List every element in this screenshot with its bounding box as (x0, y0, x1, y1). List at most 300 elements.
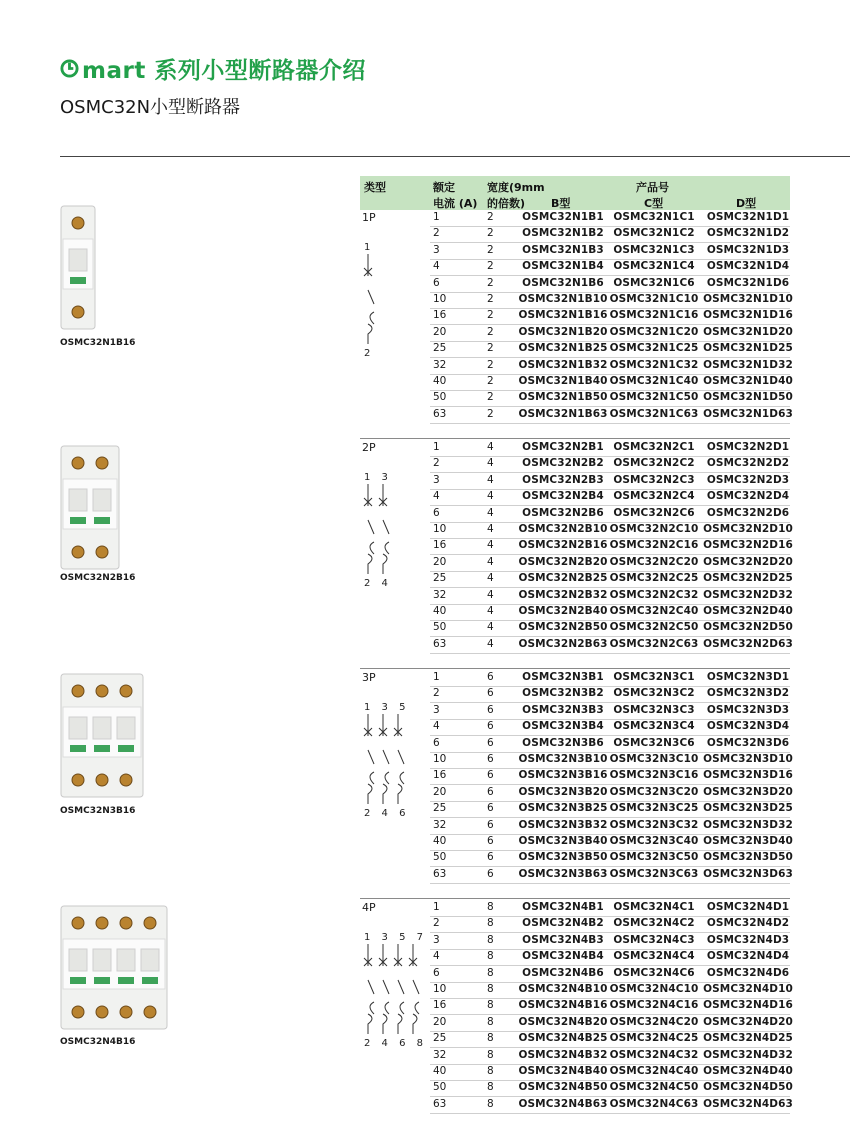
page-subtitle: OSMC32N小型断路器 (60, 97, 241, 118)
width-cell: 4 (487, 605, 494, 617)
c-type-cell: OSMC32N2C16 (609, 539, 699, 552)
width-cell: 2 (487, 358, 494, 371)
rated-current-cell: 16 (433, 999, 447, 1012)
header-width-1: 宽度(9mm (487, 181, 545, 194)
width-cell: 6 (487, 818, 494, 831)
b-type-cell: OSMC32N4B10 (518, 983, 608, 995)
b-type-cell: OSMC32N4B32 (518, 1048, 608, 1061)
d-type-cell: OSMC32N3D4 (706, 720, 790, 733)
d-type-cell: OSMC32N4D10 (703, 983, 793, 995)
c-type-cell: OSMC32N1C6 (613, 276, 695, 289)
d-type-cell: OSMC32N4D32 (703, 1048, 793, 1061)
c-type-cell: OSMC32N2C25 (609, 572, 699, 585)
rated-current-cell: 25 (433, 342, 447, 355)
table-row (430, 966, 790, 983)
c-type-cell: OSMC32N3C2 (613, 687, 695, 700)
d-type-cell: OSMC32N2D40 (703, 605, 793, 617)
breaker-product-image (60, 905, 168, 1030)
table-row (430, 308, 793, 325)
table-row (430, 752, 793, 769)
width-cell: 8 (487, 933, 494, 946)
b-type-cell: OSMC32N3B1 (522, 671, 604, 683)
d-type-cell: OSMC32N3D6 (706, 736, 790, 749)
c-type-cell: OSMC32N1C16 (609, 309, 699, 322)
d-type-cell: OSMC32N3D63 (703, 867, 793, 880)
rated-current-cell: 1 (433, 671, 440, 683)
c-type-cell: OSMC32N3C20 (609, 785, 699, 798)
c-type-cell: OSMC32N2C6 (613, 506, 695, 519)
b-type-cell: OSMC32N2B32 (518, 588, 608, 601)
c-type-cell: OSMC32N3C16 (609, 769, 699, 782)
table-row (430, 571, 793, 588)
width-cell: 2 (487, 309, 494, 322)
b-type-cell: OSMC32N1B3 (522, 243, 604, 256)
rated-current-cell: 10 (433, 293, 447, 305)
table-row (430, 358, 793, 375)
width-cell: 6 (487, 720, 494, 733)
table-row (430, 982, 793, 999)
top-terminals: 1 3 (364, 472, 392, 483)
b-type-cell: OSMC32N2B40 (518, 605, 608, 617)
b-type-cell: OSMC32N4B63 (518, 1097, 608, 1110)
table-row (430, 1015, 793, 1032)
width-cell: 2 (487, 293, 494, 305)
rated-current-cell: 50 (433, 621, 447, 634)
c-type-cell: OSMC32N2C4 (613, 490, 695, 503)
header-divider (60, 156, 850, 157)
width-cell: 4 (487, 539, 494, 552)
table-row (430, 620, 793, 637)
width-cell: 2 (487, 325, 494, 338)
b-type-cell: OSMC32N3B6 (522, 736, 604, 749)
width-cell: 2 (487, 407, 494, 420)
width-cell: 6 (487, 851, 494, 864)
d-type-cell: OSMC32N4D25 (703, 1032, 793, 1045)
table-row (430, 1031, 793, 1048)
b-type-cell: OSMC32N1B6 (522, 276, 604, 289)
d-type-cell: OSMC32N4D3 (706, 933, 790, 946)
width-cell: 4 (487, 621, 494, 634)
bottom-terminals: 2 4 (364, 578, 392, 588)
table-row (430, 374, 793, 391)
rated-current-cell: 4 (433, 260, 440, 273)
c-type-cell: OSMC32N3C10 (609, 753, 699, 765)
c-type-cell: OSMC32N1C2 (613, 227, 695, 240)
table-row (430, 736, 790, 753)
rated-current-cell: 32 (433, 588, 447, 601)
product-label: OSMC32N1B16 (60, 338, 136, 348)
rated-current-cell: 40 (433, 835, 447, 847)
product-label: OSMC32N2B16 (60, 573, 136, 583)
d-type-cell: OSMC32N4D63 (703, 1097, 793, 1110)
c-type-cell: OSMC32N1C63 (609, 407, 699, 420)
table-row (430, 850, 793, 867)
d-type-cell: OSMC32N3D40 (703, 835, 793, 847)
b-type-cell: OSMC32N1B4 (522, 260, 604, 273)
b-type-cell: OSMC32N1B16 (518, 309, 608, 322)
rated-current-cell: 2 (433, 227, 440, 240)
pole-type-label: 1P (362, 211, 376, 224)
d-type-cell: OSMC32N3D1 (706, 671, 790, 683)
d-type-cell: OSMC32N1D25 (703, 342, 793, 355)
table-row (430, 489, 790, 506)
d-type-cell: OSMC32N1D50 (703, 391, 793, 404)
width-cell: 8 (487, 999, 494, 1012)
rated-current-cell: 40 (433, 375, 447, 387)
d-type-cell: OSMC32N2D4 (706, 490, 790, 503)
b-type-cell: OSMC32N1B20 (518, 325, 608, 338)
c-type-cell: OSMC32N2C1 (613, 441, 695, 453)
d-type-cell: OSMC32N1D1 (706, 211, 790, 223)
d-type-cell: OSMC32N4D2 (706, 917, 790, 930)
c-type-cell: OSMC32N3C63 (609, 867, 699, 880)
d-type-cell: OSMC32N1D6 (706, 276, 790, 289)
c-type-cell: OSMC32N4C40 (609, 1065, 699, 1077)
d-type-cell: OSMC32N2D6 (706, 506, 790, 519)
table-row (430, 325, 793, 342)
d-type-cell: OSMC32N2D1 (706, 441, 790, 453)
width-cell: 6 (487, 736, 494, 749)
b-type-cell: OSMC32N2B3 (522, 473, 604, 486)
width-cell: 4 (487, 441, 494, 453)
table-row (430, 933, 790, 950)
d-type-cell: OSMC32N1D63 (703, 407, 793, 420)
d-type-cell: OSMC32N3D32 (703, 818, 793, 831)
c-type-cell: OSMC32N3C1 (613, 671, 695, 683)
rated-current-cell: 20 (433, 785, 447, 798)
b-type-cell: OSMC32N2B50 (518, 621, 608, 634)
rated-current-cell: 63 (433, 407, 447, 420)
width-cell: 8 (487, 950, 494, 963)
table-row (430, 834, 793, 851)
table-row (430, 1097, 793, 1114)
width-cell: 6 (487, 703, 494, 716)
width-cell: 2 (487, 375, 494, 387)
width-cell: 4 (487, 555, 494, 568)
table-row (430, 949, 790, 966)
b-type-cell: OSMC32N1B32 (518, 358, 608, 371)
width-cell: 6 (487, 835, 494, 847)
b-type-cell: OSMC32N3B20 (518, 785, 608, 798)
rated-current-cell: 20 (433, 325, 447, 338)
d-type-cell: OSMC32N1D16 (703, 309, 793, 322)
d-type-cell: OSMC32N4D16 (703, 999, 793, 1012)
d-type-cell: OSMC32N3D16 (703, 769, 793, 782)
table-row (430, 588, 793, 605)
c-type-cell: OSMC32N1C1 (613, 211, 695, 223)
b-type-cell: OSMC32N3B32 (518, 818, 608, 831)
top-terminals: 1 3 5 7 (364, 932, 427, 943)
width-cell: 4 (487, 572, 494, 585)
b-type-cell: OSMC32N1B40 (518, 375, 608, 387)
b-type-cell: OSMC32N2B20 (518, 555, 608, 568)
d-type-cell: OSMC32N3D20 (703, 785, 793, 798)
c-type-cell: OSMC32N2C50 (609, 621, 699, 634)
c-type-cell: OSMC32N3C50 (609, 851, 699, 864)
b-type-cell: OSMC32N2B1 (522, 441, 604, 453)
c-type-cell: OSMC32N2C20 (609, 555, 699, 568)
d-type-cell: OSMC32N3D25 (703, 802, 793, 815)
table-row (430, 506, 790, 523)
b-type-cell: OSMC32N4B40 (518, 1065, 608, 1077)
table-row (430, 785, 793, 802)
header-product-no: 产品号 (636, 181, 669, 194)
c-type-cell: OSMC32N1C25 (609, 342, 699, 355)
header-width-2: 的倍数) (487, 197, 526, 210)
b-type-cell: OSMC32N1B10 (518, 293, 608, 305)
b-type-cell: OSMC32N1B50 (518, 391, 608, 404)
width-cell: 4 (487, 506, 494, 519)
d-type-cell: OSMC32N2D10 (703, 523, 793, 535)
d-type-cell: OSMC32N4D6 (706, 966, 790, 979)
b-type-cell: OSMC32N1B2 (522, 227, 604, 240)
d-type-cell: OSMC32N2D2 (706, 457, 790, 470)
rated-current-cell: 20 (433, 555, 447, 568)
width-cell: 6 (487, 785, 494, 798)
c-type-cell: OSMC32N3C32 (609, 818, 699, 831)
width-cell: 8 (487, 1081, 494, 1094)
table-row (430, 719, 790, 736)
b-type-cell: OSMC32N2B4 (522, 490, 604, 503)
d-type-cell: OSMC32N2D25 (703, 572, 793, 585)
table-row (430, 998, 793, 1015)
width-cell: 8 (487, 1015, 494, 1028)
width-cell: 8 (487, 1097, 494, 1110)
rated-current-cell: 32 (433, 358, 447, 371)
c-type-cell: OSMC32N1C3 (613, 243, 695, 256)
b-type-cell: OSMC32N2B2 (522, 457, 604, 470)
width-cell: 2 (487, 391, 494, 404)
b-type-cell: OSMC32N2B10 (518, 523, 608, 535)
table-row (430, 1048, 793, 1065)
table-row (430, 1080, 793, 1097)
d-type-cell: OSMC32N2D20 (703, 555, 793, 568)
b-type-cell: OSMC32N4B4 (522, 950, 604, 963)
c-type-cell: OSMC32N4C16 (609, 999, 699, 1012)
table-row (430, 210, 790, 227)
table-row (430, 637, 793, 654)
c-type-cell: OSMC32N1C10 (609, 293, 699, 305)
c-type-cell: OSMC32N4C25 (609, 1032, 699, 1045)
width-cell: 6 (487, 802, 494, 815)
breaker-schematic-icon (362, 458, 404, 588)
d-type-cell: OSMC32N1D32 (703, 358, 793, 371)
rated-current-cell: 25 (433, 802, 447, 815)
breaker-product-image (60, 673, 144, 798)
header-b-type: B型 (551, 197, 571, 210)
rated-current-cell: 3 (433, 703, 440, 716)
table-row (430, 243, 790, 260)
width-cell: 4 (487, 523, 494, 535)
b-type-cell: OSMC32N1B63 (518, 407, 608, 420)
c-type-cell: OSMC32N3C40 (609, 835, 699, 847)
width-cell: 8 (487, 983, 494, 995)
title-text: mart 系列小型断路器介绍 (82, 58, 366, 84)
width-cell: 4 (487, 490, 494, 503)
c-type-cell: OSMC32N4C63 (609, 1097, 699, 1110)
table-row (430, 259, 790, 276)
c-type-cell: OSMC32N1C32 (609, 358, 699, 371)
rated-current-cell: 6 (433, 506, 440, 519)
width-cell: 4 (487, 637, 494, 650)
c-type-cell: OSMC32N4C3 (613, 933, 695, 946)
b-type-cell: OSMC32N2B16 (518, 539, 608, 552)
d-type-cell: OSMC32N2D63 (703, 637, 793, 650)
c-type-cell: OSMC32N2C63 (609, 637, 699, 650)
rated-current-cell: 40 (433, 605, 447, 617)
table-row (430, 226, 790, 243)
d-type-cell: OSMC32N4D1 (706, 901, 790, 913)
c-type-cell: OSMC32N4C32 (609, 1048, 699, 1061)
b-type-cell: OSMC32N3B3 (522, 703, 604, 716)
rated-current-cell: 32 (433, 1048, 447, 1061)
rated-current-cell: 25 (433, 1032, 447, 1045)
b-type-cell: OSMC32N4B3 (522, 933, 604, 946)
table-row (430, 292, 793, 309)
d-type-cell: OSMC32N3D10 (703, 753, 793, 765)
d-type-cell: OSMC32N4D20 (703, 1015, 793, 1028)
b-type-cell: OSMC32N4B20 (518, 1015, 608, 1028)
c-type-cell: OSMC32N1C20 (609, 325, 699, 338)
d-type-cell: OSMC32N4D50 (703, 1081, 793, 1094)
table-row (430, 341, 793, 358)
top-terminals: 1 (364, 242, 375, 253)
width-cell: 6 (487, 867, 494, 880)
width-cell: 2 (487, 342, 494, 355)
d-type-cell: OSMC32N2D3 (706, 473, 790, 486)
width-cell: 4 (487, 588, 494, 601)
breaker-product-image (60, 205, 96, 330)
c-type-cell: OSMC32N1C40 (609, 375, 699, 387)
d-type-cell: OSMC32N2D50 (703, 621, 793, 634)
d-type-cell: OSMC32N3D3 (706, 703, 790, 716)
group-divider (360, 898, 790, 899)
b-type-cell: OSMC32N1B1 (522, 211, 604, 223)
rated-current-cell: 6 (433, 276, 440, 289)
c-type-cell: OSMC32N1C50 (609, 391, 699, 404)
table-row (430, 900, 790, 917)
table-row (430, 604, 793, 621)
c-type-cell: OSMC32N4C20 (609, 1015, 699, 1028)
rated-current-cell: 25 (433, 572, 447, 585)
rated-current-cell: 63 (433, 637, 447, 650)
rated-current-cell: 32 (433, 818, 447, 831)
page-title (60, 52, 366, 85)
b-type-cell: OSMC32N4B50 (518, 1081, 608, 1094)
bottom-terminals: 2 (364, 348, 375, 358)
c-type-cell: OSMC32N2C2 (613, 457, 695, 470)
width-cell: 2 (487, 260, 494, 273)
rated-current-cell: 3 (433, 243, 440, 256)
rated-current-cell: 16 (433, 769, 447, 782)
b-type-cell: OSMC32N3B40 (518, 835, 608, 847)
width-cell: 2 (487, 227, 494, 240)
d-type-cell: OSMC32N4D4 (706, 950, 790, 963)
smart-logo-icon (60, 59, 79, 78)
d-type-cell: OSMC32N1D2 (706, 227, 790, 240)
table-row (430, 456, 790, 473)
pole-type-label: 4P (362, 901, 376, 914)
rated-current-cell: 10 (433, 523, 447, 535)
width-cell: 4 (487, 457, 494, 470)
table-row (430, 390, 793, 407)
width-cell: 4 (487, 473, 494, 486)
b-type-cell: OSMC32N2B25 (518, 572, 608, 585)
rated-current-cell: 40 (433, 1065, 447, 1077)
header-type: 类型 (364, 181, 386, 194)
header-rated-1: 额定 (433, 181, 455, 194)
group-divider (360, 438, 790, 439)
c-type-cell: OSMC32N4C4 (613, 950, 695, 963)
b-type-cell: OSMC32N3B10 (518, 753, 608, 765)
d-type-cell: OSMC32N3D50 (703, 851, 793, 864)
b-type-cell: OSMC32N3B4 (522, 720, 604, 733)
width-cell: 8 (487, 1032, 494, 1045)
width-cell: 6 (487, 769, 494, 782)
c-type-cell: OSMC32N2C32 (609, 588, 699, 601)
b-type-cell: OSMC32N3B50 (518, 851, 608, 864)
header-d-type: D型 (736, 197, 757, 210)
table-row (430, 1064, 793, 1081)
rated-current-cell: 1 (433, 441, 440, 453)
rated-current-cell: 10 (433, 753, 447, 765)
b-type-cell: OSMC32N4B25 (518, 1032, 608, 1045)
table-row (430, 407, 793, 424)
b-type-cell: OSMC32N3B25 (518, 802, 608, 815)
bottom-terminals: 2 4 6 (364, 808, 410, 818)
c-type-cell: OSMC32N4C10 (609, 983, 699, 995)
width-cell: 8 (487, 966, 494, 979)
table-row (430, 686, 790, 703)
width-cell: 8 (487, 917, 494, 930)
b-type-cell: OSMC32N2B6 (522, 506, 604, 519)
rated-current-cell: 4 (433, 720, 440, 733)
table-row (430, 818, 793, 835)
bottom-terminals: 2 4 6 8 (364, 1038, 427, 1048)
rated-current-cell: 16 (433, 539, 447, 552)
rated-current-cell: 20 (433, 1015, 447, 1028)
b-type-cell: OSMC32N4B16 (518, 999, 608, 1012)
rated-current-cell: 4 (433, 950, 440, 963)
d-type-cell: OSMC32N1D4 (706, 260, 790, 273)
width-cell: 8 (487, 1048, 494, 1061)
rated-current-cell: 10 (433, 983, 447, 995)
table-row (430, 276, 790, 293)
c-type-cell: OSMC32N3C3 (613, 703, 695, 716)
rated-current-cell: 6 (433, 966, 440, 979)
width-cell: 6 (487, 687, 494, 700)
width-cell: 6 (487, 671, 494, 683)
rated-current-cell: 1 (433, 211, 440, 223)
table-row (430, 867, 793, 884)
c-type-cell: OSMC32N4C6 (613, 966, 695, 979)
d-type-cell: OSMC32N3D2 (706, 687, 790, 700)
table-row (430, 555, 793, 572)
b-type-cell: OSMC32N1B25 (518, 342, 608, 355)
width-cell: 8 (487, 1065, 494, 1077)
b-type-cell: OSMC32N3B2 (522, 687, 604, 700)
top-terminals: 1 3 5 (364, 702, 410, 713)
rated-current-cell: 2 (433, 457, 440, 470)
rated-current-cell: 16 (433, 309, 447, 322)
rated-current-cell: 3 (433, 473, 440, 486)
rated-current-cell: 63 (433, 867, 447, 880)
c-type-cell: OSMC32N2C3 (613, 473, 695, 486)
rated-current-cell: 1 (433, 901, 440, 913)
table-row (430, 703, 790, 720)
breaker-schematic-icon (362, 918, 436, 1048)
rated-current-cell: 50 (433, 391, 447, 404)
